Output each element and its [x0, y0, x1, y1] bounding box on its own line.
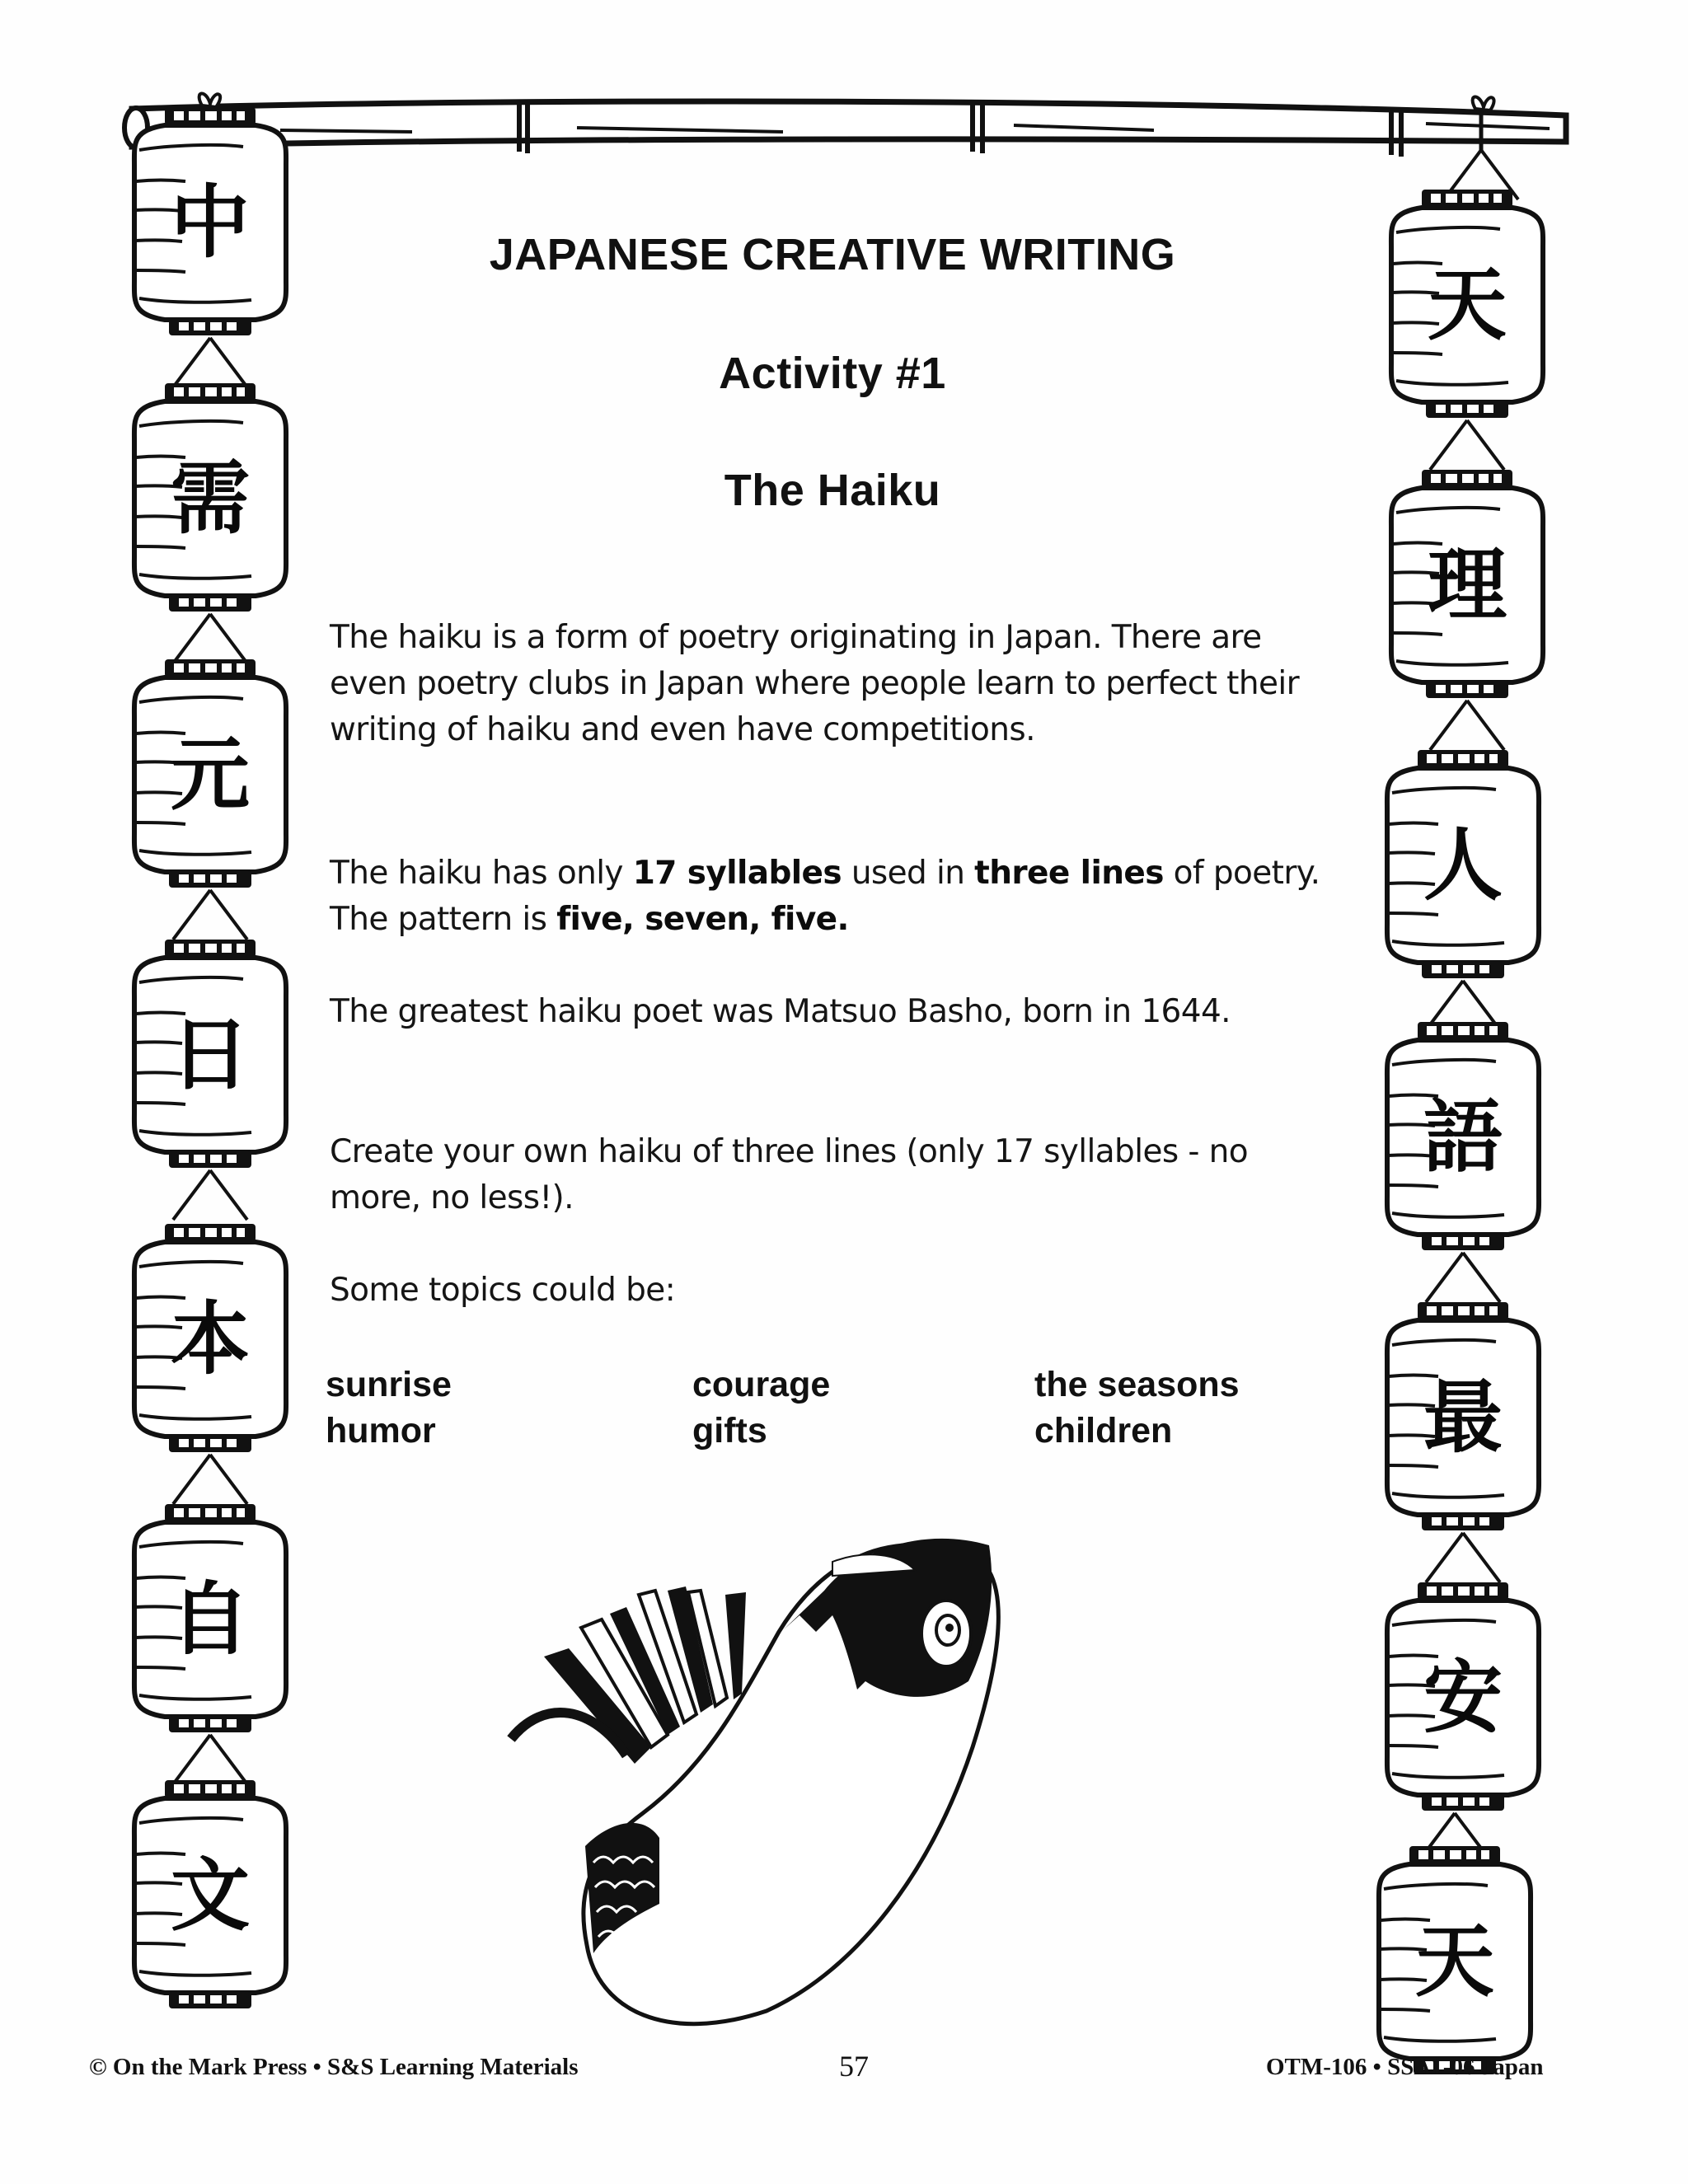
- lantern-glyph-left-1: 中: [171, 176, 250, 269]
- topics-list: [326, 1361, 1348, 1469]
- topic-item: courage: [692, 1365, 831, 1404]
- lantern-glyph-left-6: 自: [171, 1572, 250, 1666]
- koi-fish-icon: [511, 1539, 998, 2024]
- lantern-glyph-right-5: 最: [1423, 1371, 1503, 1464]
- lantern-glyph-left-2: 需: [171, 452, 250, 545]
- lantern-glyph-right-1: 天: [1428, 258, 1507, 351]
- bamboo-pole-icon: [124, 93, 1566, 157]
- page-number: 57: [839, 2050, 869, 2083]
- topic-item: gifts: [692, 1411, 767, 1451]
- syllable-count-emphasis: 17 syllables: [632, 855, 842, 892]
- topic-item: humor: [326, 1411, 436, 1451]
- pattern-emphasis: five, seven, five.: [556, 901, 849, 938]
- topic-item: the seasons: [1034, 1365, 1240, 1404]
- lantern-glyph-right-3: 人: [1423, 818, 1503, 912]
- intro-paragraph: The haiku is a form of poetry originating in Japan. There are even poetry clubs in Japan where people learn to perfect their writing of haiku and even have competitions.: [330, 619, 1300, 748]
- line-count-emphasis: three lines: [974, 855, 1164, 892]
- basho-paragraph: The greatest haiku poet was Matsuo Basho, born in 1644.: [330, 993, 1231, 1030]
- topic-item: sunrise: [326, 1365, 452, 1404]
- instruction-paragraph: Create your own haiku of three lines (only 17 syllables - no more, no less!).: [330, 1133, 1249, 1216]
- lantern-glyph-left-7: 文: [171, 1849, 250, 1942]
- page-title: JAPANESE CREATIVE WRITING: [489, 230, 1176, 279]
- topics-intro: Some topics could be:: [330, 1272, 676, 1309]
- activity-number: Activity #1: [719, 349, 946, 398]
- section-subtitle: The Haiku: [724, 466, 941, 515]
- syllable-paragraph: [330, 851, 1343, 943]
- syllable-text-3: of poetry. The pattern is: [330, 855, 1320, 938]
- syllable-text-2: used in: [842, 855, 975, 892]
- lantern-glyph-right-7: 天: [1415, 1915, 1494, 2008]
- lantern-glyph-left-5: 本: [171, 1292, 250, 1385]
- lantern-glyph-right-4: 語: [1423, 1090, 1503, 1183]
- footer-product-code: OTM-106 • SSA1-06 Japan: [1266, 2054, 1544, 2080]
- syllable-text-1: The haiku has only: [330, 855, 633, 892]
- footer-publisher: © On the Mark Press • S&S Learning Materials: [89, 2054, 579, 2080]
- lantern-glyph-left-4: 日: [171, 1008, 250, 1101]
- lantern-glyph-right-2: 理: [1428, 538, 1507, 631]
- lantern-glyph-right-6: 安: [1423, 1651, 1503, 1744]
- topic-item: children: [1034, 1411, 1173, 1451]
- lantern-glyph-left-3: 元: [171, 728, 250, 821]
